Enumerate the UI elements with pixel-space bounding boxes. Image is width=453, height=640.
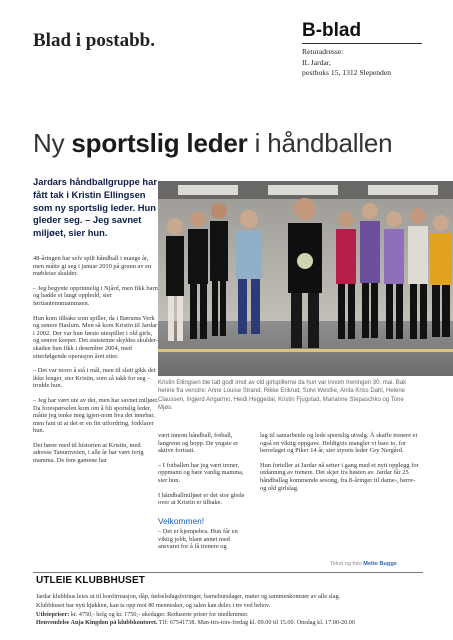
paragraph: I håndballmiljøet er det stor glede over at Kristin er tilbake. [158,491,245,507]
klubbhuset-title: UTLEIE KLUBBHUSET [36,575,145,586]
article-column-2 [158,432,250,514]
klubbhuset-line: Jardar klubbhus leies ut til konfirmasjon, dåp, fødselsdagsfeiringer, barnebursdager, møter og sammenkomster av alle slag. [36,593,341,600]
paragraph: – Det er kjempebra. Hun får en viktig jobb, blant annet med ansvaret for å få trenere og [158,528,238,551]
paragraph: Det hører med til historien at Kristin, med adresse Tanumveien, i alle år har vært ivrig mamma. De fem gamene har [33,441,144,465]
team-photo-illustration [158,181,453,376]
paragraph: – Jeg har vært ute av det, men har savnet miljøet. Da forespørselen kom om å bli sportslig leder, måtte jeg tenke meg igjen-nom hva det innebar, men fant ut at det er en fin utfordring, forklarer hun. [33,396,159,435]
return-address-name: IL Jardar, [302,57,331,67]
paragraph: lag til samarbeide og lede sportslig utvalg. Å skaffe trenere er også en viktig oppgave. Heldigvis mangler vi bare to, for herrelaget og Piker 14 år, sier styrets leder Gry Nergård. [260,432,418,455]
blad-i-postabb-label: Blad i postabb. [33,30,155,51]
return-address-label: Returadresse: [302,47,344,56]
article-column-3 [260,432,421,499]
contact-text: Tlf: 67541738. Man-tirs-tors-fredag kl. 09.00 til 15.00. Onsdag kl. 17.00-20.00 [157,619,355,627]
team-photo [158,181,453,376]
article-headline [33,128,433,159]
photo-credit [330,561,397,567]
headline-bold: sportslig leder [71,128,248,158]
paragraph: 48-åringen har selv spilt håndball i mange år, men måtte gi seg i januar 2010 på grunn av en møbleise skulder. [33,255,152,278]
section-divider [33,572,423,573]
headline-prefix: Ny [33,128,72,158]
article-lead: Jardars håndballgruppe har fått tak i Kristin Ellingsen som ny sportslig leder. Hun gleder seg. – Jeg savnet miljøet, sier hun. [33,176,157,239]
article-column-1 [33,255,160,472]
prices-text: kr. 4750,- helg og kr. 1750,- ukedager. Reduserte priser for medlemmer. [69,610,249,618]
klubbhuset-contact [36,619,426,628]
credit-label: Tekst og foto [330,561,364,567]
paragraph: – Det var moro å stå i mål, men til slutt gikk det ikke lenger, sier Kristin, som så takk for seg – trodde hun. [33,367,156,390]
paragraph: – Jeg begynte opprinnelig i Njård, men fikk barn og hadde et langt opphold, sier førtiantennmammaen. [33,284,158,307]
headline-suffix: i håndballen [247,128,393,158]
return-address-street: postboks 15, 1312 Slependen [302,68,392,78]
paragraph: vært innom håndball, fotball, langrenn og hopp. De yngste er aktive fortsatt. [158,432,239,455]
contact-label: Henvendelse Anja Kingdon på klubbkontoret. [36,619,158,627]
photo-caption: Kristin Ellingsen ble tatt godt imot av old girlspillerne da hun var innom treningen 30. mai. Bak henne fra venstre: Anne Louise Strand, Rikke Erikrud, Solvi Westlie, Anita Kriss Dahl, Helene Claussen, Ingjerd Angarmo, Heidi Heggedal, Kristin Fjugstad, Marianne Stepaschko og Tone Mjøs. [158,380,407,412]
credit-author: Mette Bugge [363,561,397,567]
klubbhuset-line: Klubbhuset har nytt kjøkken, kan ta opp mot 80 mennesker, og salen kan deles i tre ved behov. [36,601,271,609]
prices-label: Utleiepriser: [36,610,70,618]
paragraph: Hun forteller at Jardar nå setter i gang med et nytt opplegg for utdanning av trenere. Det skjer fra høsten av. Jardar får 25 håndballag kommende sesong, fra 8-åringer til dame-, herre- og old girlslag. [260,461,419,492]
klubbhuset-body [36,593,426,628]
paragraph: – I fotballen har jeg vært trener, oppmann og bare vanlig mamma, sier hun. [158,461,244,484]
paragraph: Hun kom tilbake som spiller, da i Bærums Verk og senere Haslum. Men så kom Kristin til Jardar i 2002. Der var hun første utespiller i old girls, og senere keeper. Det siststemte skyldes skulder-skaden hun fikk i desember 2004, med etterfølgende operasjon året etter. [33,314,158,360]
article-column-2-continued [158,528,250,558]
klubbhuset-prices [36,611,426,620]
b-blad-label: B-blad [302,20,362,41]
b-blad-rule [302,43,422,44]
subheading-velkommen: Velkommen! [158,516,205,526]
return-address-box [302,20,422,79]
